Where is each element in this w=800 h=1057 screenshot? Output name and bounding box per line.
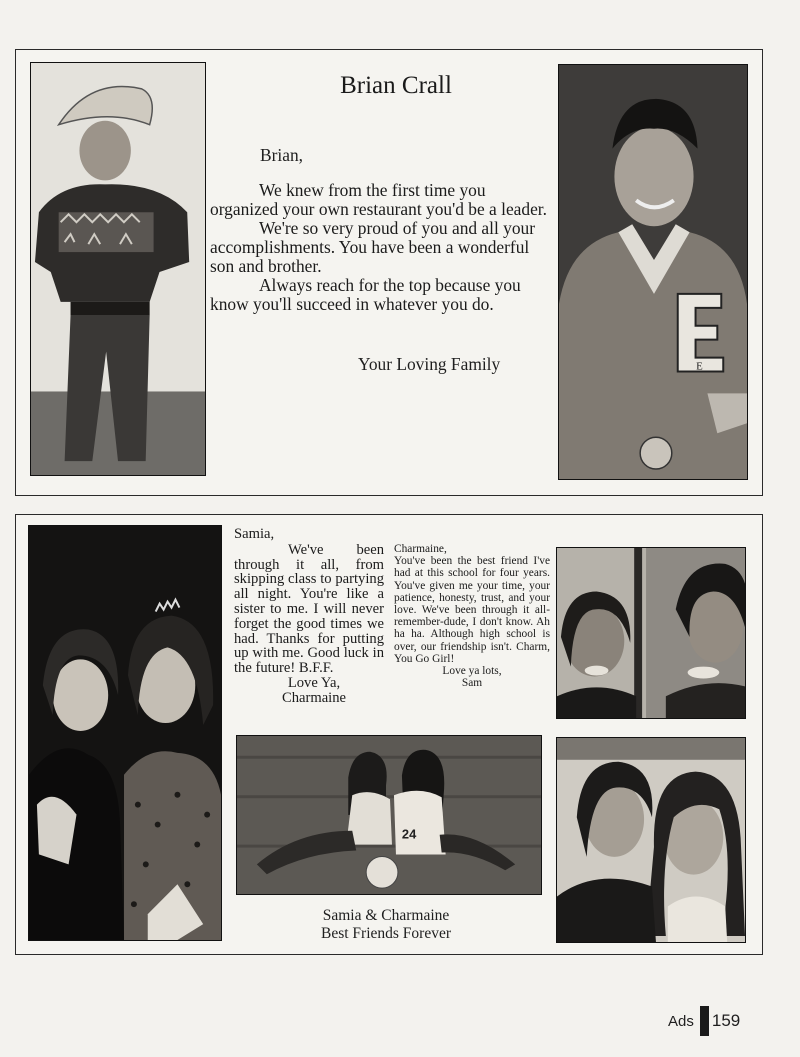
note-body: You've been the best friend I've had at this school for four years. You've given me your time, your patience, honesty, trust, and your love. We've been through it all-remember-dude, I don't know. Ah ha ha. Although high school is over, our friendship isn't. Charm, You Go Girl! [394, 555, 550, 665]
letter-paragraph: Always reach for the top because you know you'll succeed in whatever you do. [210, 275, 521, 314]
note-body: We've been through it all, from skipping class to partying all night. You're like a sister to me. I will never forget the good times we had. Thanks for putting up with me. Good luck in the future! B.F.F. [234, 541, 384, 677]
caption-line: Samia & Charmaine [322, 907, 450, 924]
brian-crall-ad [15, 49, 763, 496]
note-greeting: Charmaine, [394, 543, 447, 555]
jersey-number: 24 [401, 826, 417, 842]
letter-salutation: Brian, [260, 145, 303, 165]
ad-title: Brian Crall [340, 72, 452, 99]
note-to-charmaine [394, 543, 550, 689]
note-closing: Love Ya, [287, 674, 341, 691]
childhood-cowboy-photo [30, 62, 206, 476]
section-label: Ads [668, 1012, 694, 1030]
best-friends-ad [15, 514, 763, 955]
soccer-field-photo [236, 735, 542, 895]
note-to-samia [234, 527, 384, 706]
note-signature: Sam [461, 677, 483, 690]
best-friends-hug-photo [556, 737, 746, 943]
caption-line: Best Friends Forever [320, 925, 451, 942]
photo-caption [236, 907, 536, 943]
note-greeting: Samia, [234, 526, 275, 542]
letter-body [210, 181, 555, 314]
senior-letterman-photo [558, 64, 748, 480]
jacket-letter: E [696, 360, 703, 373]
letter-paragraph: We knew from the first time you organized your own restaurant you'd be a leader. [210, 180, 547, 219]
note-signature: Charmaine [281, 689, 347, 706]
letter-paragraph: We're so very proud of you and all your accomplishments. You have been a wonderful son and brother. [210, 218, 536, 276]
note-closing: Love ya lots, [442, 665, 502, 678]
prom-photo [28, 525, 222, 941]
eating-snacks-photo [556, 547, 746, 719]
letter-signoff: Your Loving Family [358, 354, 501, 374]
page-number: 159 [711, 1011, 741, 1030]
page-footer [668, 1006, 740, 1036]
folio-bar [700, 1006, 709, 1036]
